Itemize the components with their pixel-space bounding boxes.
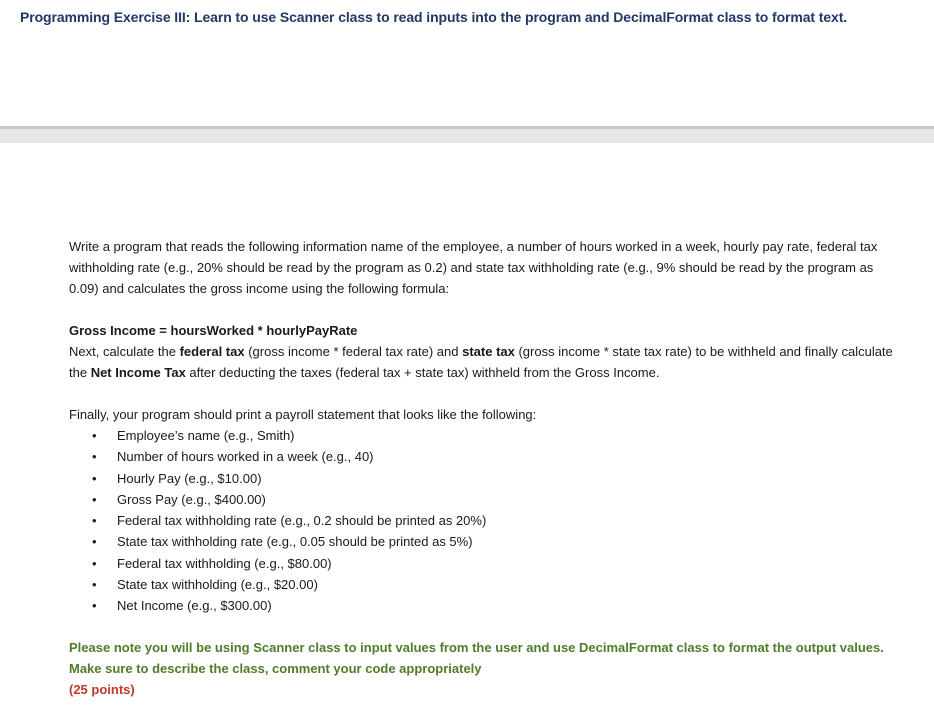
list-item-text: Federal tax withholding (e.g., $80.00): [117, 555, 332, 571]
federal-tax-term: federal tax: [179, 344, 245, 359]
state-tax-term: state tax: [462, 344, 515, 359]
list-item-text: Net Income (e.g., $300.00): [117, 598, 272, 614]
list-item: [92, 489, 899, 510]
bullet-icon: •: [92, 534, 97, 550]
bullet-icon: •: [92, 428, 97, 443]
formula-text: Gross Income = hoursWorked * hourlyPayRate: [69, 323, 358, 338]
bullet-icon: •: [92, 555, 97, 571]
next-text-3: (gross income * state tax rate) to be withheld and finally calculate the: [69, 344, 893, 380]
points-label: (25 points): [69, 681, 135, 697]
list-item: [92, 510, 899, 531]
list-item-text: Employee’s name (e.g., Smith): [117, 428, 295, 443]
net-income-tax-term: Net Income Tax: [90, 365, 186, 380]
list-item-text: State tax withholding (e.g., $20.00): [117, 577, 318, 593]
list-item: [92, 468, 899, 489]
payroll-statement-list: [69, 425, 899, 617]
list-item: [92, 425, 899, 446]
list-item: [92, 446, 899, 467]
list-item: [92, 553, 899, 574]
list-item-text: Number of hours worked in a week (e.g., 40): [117, 449, 374, 465]
next-text-1: Next, calculate the: [69, 344, 180, 359]
bullet-icon: •: [92, 491, 97, 507]
separator-line: [0, 126, 934, 129]
bullet-icon: •: [92, 470, 97, 486]
list-item: [92, 595, 899, 616]
bullet-icon: •: [92, 577, 97, 593]
finally-paragraph: Finally, your program should print a payroll statement that looks like the following:: [69, 407, 537, 422]
bullet-icon: •: [92, 513, 97, 529]
note-line-comment: Make sure to describe the class, comment your code appropriately: [69, 660, 482, 676]
assignment-body: [69, 236, 899, 700]
note-line-scanner: Please note you will be using Scanner class to input values from the user and use DecimalFormat class to format the output values.: [69, 639, 884, 655]
list-item-text: Gross Pay (e.g., $400.00): [117, 491, 266, 507]
next-text-4: after deducting the taxes (federal tax + state tax) withheld from the Gross Income.: [185, 365, 660, 380]
page-title: Programming Exercise III: Learn to use Scanner class to read inputs into the program and DecimalFormat class to format text.: [20, 9, 848, 25]
list-item: [92, 574, 899, 595]
next-text-2: (gross income * federal tax rate) and: [244, 344, 463, 359]
bullet-icon: •: [92, 598, 97, 614]
list-item-text: Hourly Pay (e.g., $10.00): [117, 470, 262, 486]
bullet-icon: •: [92, 449, 97, 465]
notes-block: [69, 637, 899, 700]
list-item-text: Federal tax withholding rate (e.g., 0.2 should be printed as 20%): [117, 513, 487, 529]
list-item: [92, 531, 899, 552]
formula-line: [69, 320, 899, 341]
next-paragraph: [69, 341, 899, 383]
list-item-text: State tax withholding rate (e.g., 0.05 should be printed as 5%): [117, 534, 473, 550]
intro-paragraph: Write a program that reads the following information name of the employee, a number of hours worked in a week, hourly pay rate, federal tax withholding rate (e.g., 20% should be read by the program as 0.2) and state tax withholding rate (e.g., 9% should be read by the program as 0.09) and calculates the gross income using the following formula:: [69, 239, 878, 296]
